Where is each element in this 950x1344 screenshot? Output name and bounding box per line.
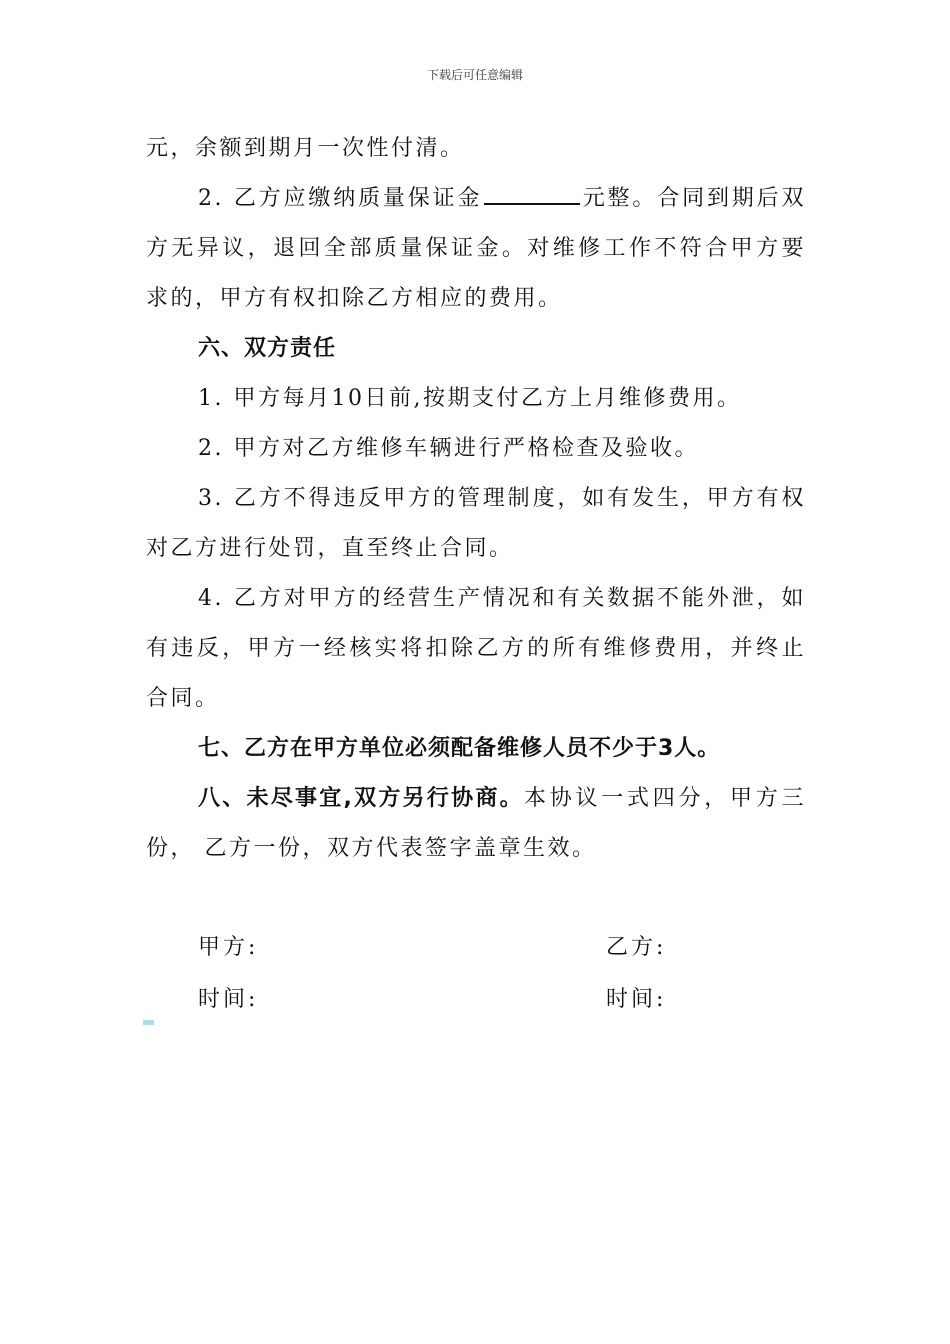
clause-6-2: 2. 甲方对乙方维修车辆进行严格检查及验收。 — [198, 436, 699, 461]
section-heading-responsibilities: 六、双方责任 — [198, 336, 337, 361]
clause-6-3: 3. 乙方不得违反甲方的管理制度，如有发生，甲方有权对乙方进行处罚，直至终止合同。 — [146, 486, 806, 561]
deposit-text-before: 2. 乙方应缴纳质量保证金 — [198, 186, 483, 211]
section-seven: 七、乙方在甲方单位必须配备维修人员不少于3人。 — [198, 736, 721, 761]
paragraph-quality-deposit — [146, 174, 806, 324]
page-header: 下载后可任意编辑 — [426, 68, 523, 82]
deposit-amount-blank — [484, 179, 580, 205]
clause-6-1: 1. 甲方每月10日前,按期支付乙方上月维修费用。 — [198, 386, 742, 411]
deposit-text-after: 元整。合同到期后双方无异议，退回全部质量保证金。对维修工作不符合甲方要求的，甲方有权扣除乙方相应的费用。 — [146, 186, 806, 311]
document-body — [146, 124, 806, 874]
cursor-marker — [143, 1020, 154, 1025]
section-eight — [146, 774, 806, 874]
section-eight-body: 本协议一式四分，甲方三份， 乙方一份，双方代表签字盖章生效。 — [146, 786, 806, 861]
party-b-date-label: 时间: — [606, 987, 667, 1012]
party-b-signature-label: 乙方: — [606, 935, 667, 960]
party-a-date-label: 时间: — [198, 987, 259, 1012]
clause-6-4: 4. 乙方对甲方的经营生产情况和有关数据不能外泄，如有违反，甲方一经核实将扣除乙方的所有维修费用，并终止合同。 — [146, 586, 806, 711]
party-a-signature-label: 甲方: — [198, 935, 259, 960]
section-eight-title: 八、未尽事宜,双方另行协商。 — [198, 786, 524, 811]
paragraph-payment-remainder: 元，余额到期月一次性付清。 — [146, 136, 465, 161]
